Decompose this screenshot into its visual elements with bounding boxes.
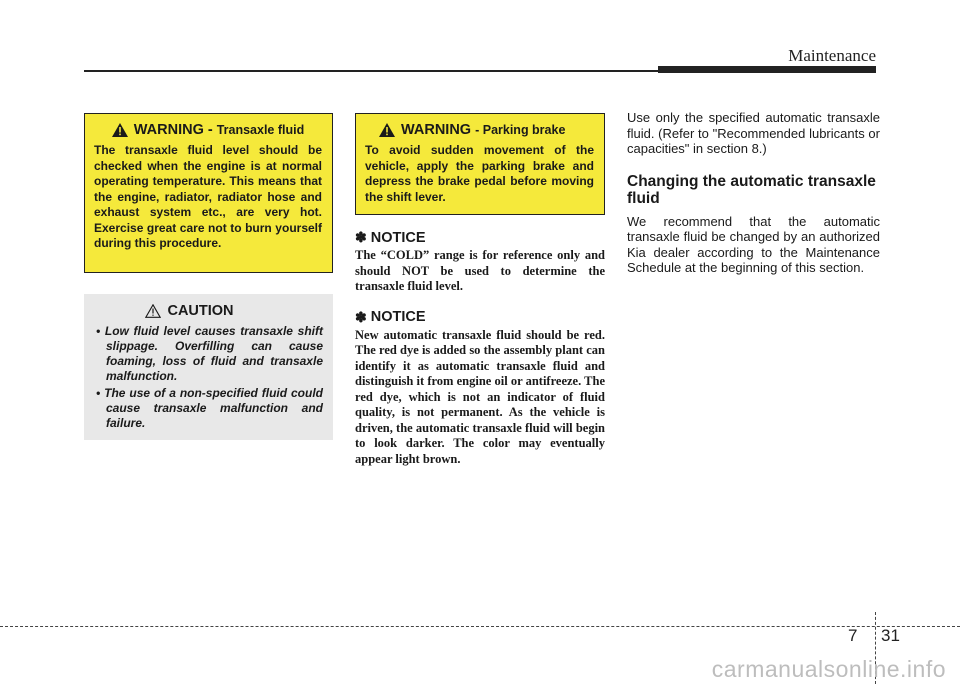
caution-box — [84, 294, 333, 440]
warning-subject: - Parking brake — [475, 123, 566, 137]
warning-transaxle-title — [94, 122, 322, 138]
caution-triangle-icon — [145, 304, 161, 318]
notice-body: The “COLD” range is for reference only and should NOT be used to determine the transaxle fluid level. — [355, 248, 605, 293]
warning-label: WARNING — [401, 122, 472, 138]
caution-item: • Low fluid level causes transaxle shift slippage. Overfilling can cause foaming, loss of fluid and transaxle malfunction. — [96, 324, 323, 383]
warning-transaxle-body: The transaxle fluid level should be checked when the engine is at normal operating temperature. This means that the engine, radiator, radiator hose and exhaust system etc., are very hot. Exercise great care not to burn yourself during this procedure. — [94, 143, 322, 250]
fluid-intro-text: Use only the specified automatic transaxle fluid. (Refer to "Recommended lubricants or capacities" in section 8.) — [627, 110, 880, 156]
warning-parking-title — [365, 122, 594, 138]
caution-list — [96, 324, 323, 431]
footer-rule — [0, 626, 960, 627]
notice-heading — [355, 309, 605, 326]
changing-fluid-body: We recommend that the automatic transaxle fluid be changed by an authorized Kia dealer according to the Maintenance Schedule at the beginning of this section. — [627, 213, 880, 275]
caution-title — [56, 303, 323, 319]
warning-subject: Transaxle fluid — [216, 123, 305, 137]
warning-transaxle-box — [84, 113, 333, 273]
notice-title: NOTICE — [370, 229, 426, 246]
warning-parking-body: To avoid sudden movement of the vehicle, apply the parking brake and depress the brake pedal before moving the shift lever. — [365, 143, 594, 204]
header-rule-thick — [658, 66, 876, 73]
warning-triangle-icon — [379, 123, 395, 137]
caution-item: • The use of a non-specified fluid could cause transaxle malfunction and failure. — [96, 386, 323, 430]
right-column — [627, 110, 880, 276]
section-title: Maintenance — [788, 46, 876, 65]
warning-label: WARNING - — [133, 122, 213, 138]
changing-fluid-heading: Changing the automatic transaxle fluid — [627, 172, 876, 207]
caution-label: CAUTION — [167, 303, 234, 319]
notice-star-icon: ✽ — [355, 308, 367, 325]
header-rule — [84, 70, 660, 72]
notice-body: New automatic transaxle fluid should be red. The red dye is added so the assembly plant can identify it as automatic transaxle fluid and distinguish it from engine oil or antifreeze. The red dye, which is not an indicator of fluid quality, is not permanent. As the vehicle is driven, the automatic transaxle fluid will begin to look darker. The color may eventually appear light brown. — [355, 327, 605, 466]
warning-triangle-icon — [112, 123, 128, 137]
notice-star-icon: ✽ — [355, 229, 367, 245]
notice-title: NOTICE — [370, 309, 426, 325]
notice-heading — [355, 229, 605, 246]
warning-parking-box — [355, 113, 605, 215]
notice-column — [355, 229, 605, 481]
page-number: 31 — [881, 626, 900, 645]
watermark: carmanualsonline.info — [711, 656, 946, 682]
chapter-number: 7 — [848, 626, 858, 645]
